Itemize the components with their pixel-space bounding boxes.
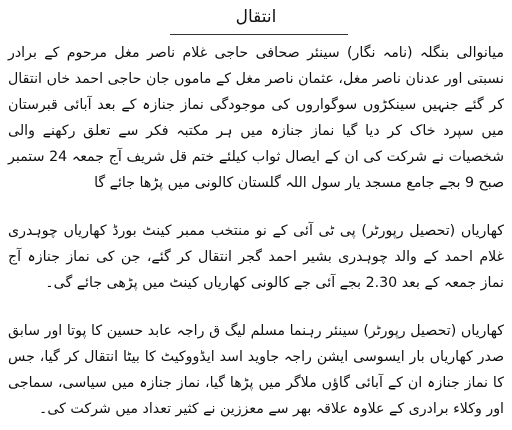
news-paragraph-mianwali: میانوالی بنگلہ (نامہ نگار) سینئر صحافی حاجی غلام ناصر مغل مرحوم کے برادر نسبتی اور عدنان ناصر مغل، عثمان ناصر مغل کے ماموں جان حاجی احمد خاں انتقال کر گئے جنہیں سینکڑوں سوگواروں کی موجودگی نماز جنازہ کے بعد آبائی قبرستان میں سپرد خاک کر دیا گیا نماز جنازہ میں ہر مکتبہ فکر سے تعلق رکھنے والی شخصیات نے شرکت کی ان کے ایصال ثواب کیلئے ختم قل شریف آج جمعہ 24 ستمبر صبح 9 بجے جامع مسجد یار سول اللہ گلستان کالونی میں پڑھا جائے گا: [8, 45, 504, 191]
title-underline: [170, 34, 348, 35]
page-title: انتقال: [235, 7, 277, 27]
news-paragraph-kharian-raja: کھاریاں (تحصیل رپورٹر) سینئر رہنما مسلم لیگ ق راجہ عابد حسین کا پوتا اور سابق صدر کھاریاں بار ایسوسی ایشن راجہ جاوید اسد ایڈووکیٹ کا بیٹا انتقال کر گیا، جس کا نماز جنازہ ان کے آبائی گاؤں ملاگر میں پڑھا گیا، نماز جنازہ میں سیاسی، سماجی اور وکلاء برادری کے علاوہ علاقہ بھر سے معززین نے کثیر تعداد میں شرکت کی۔: [8, 323, 504, 417]
news-paragraph-kharian-bashir: کھاریاں (تحصیل رپورٹر) پی ٹی آئی کے نو منتخب ممبر کینٹ بورڈ کھاریاں چوہدری غلام احمد کے والد چوہدری بشیر احمد گجر انتقال کر گئے، جن کی نماز جنازہ آج نماز جمعہ کے بعد 2.30 بجے آئی جے کالونی کھاریاں کینٹ میں پڑھی جائے گی۔: [8, 223, 504, 291]
